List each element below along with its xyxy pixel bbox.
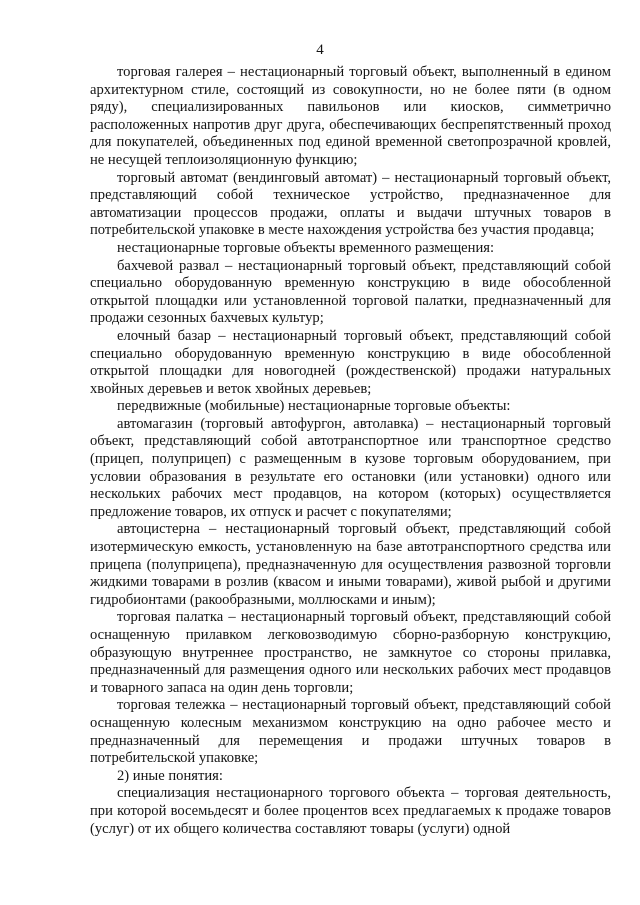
paragraph-torgovaya-telezhka: торговая тележка – нестационарный торговый объект, представляющий собой оснащенную колесным механизмом конструкцию на одно рабочее место и предназначенный для перемещения и продажи штучных товаров в потребительской упаковке; [90, 697, 611, 767]
paragraph-inye-ponyatiya-heading: 2) иные понятия: [117, 767, 223, 784]
paragraph-spetsializatsiya: специализация нестационарного торгового объекта – торговая деятельность, при которой восемьдесят и более процентов всех предлагаемых к продаже товаров (услуг) от их общего количества составляют товары (услуги) одной [90, 785, 611, 837]
paragraph-avtomagazin: автомагазин (торговый автофургон, автолавка) – нестационарный торговый объект, представляющий собой автотранспортное или транспортное средство (прицеп, полуприцеп) с размещенным в кузове торговым оборудованием, при условии образования в результате его остановки (или установки) одного или нескольких рабочих мест продавцов, на котором (которых) осуществляется предложение товаров, их отпуск и расчет с покупателями; [90, 415, 611, 520]
paragraph-avtotsisterna: автоцистерна – нестационарный торговый объект, представляющий собой изотермическую емкость, установленную на базе автотранспортного средства или прицепа (полуприцепа), предназначенную для осуществления развозной торговли жидкими товарами в розлив (квасом и иными товарами), живой рыбой и другими гидробионтами (ракообразными, моллюсками и иным); [90, 521, 611, 608]
paragraph-bakhchevoi-razval: бахчевой развал – нестационарный торговый объект, представляющий собой специально оборудованную временную конструкцию в виде обособленной открытой площадки или установленной торговой палатки, предназначенный для продажи сезонных бахчевых культур; [90, 257, 611, 327]
paragraph-vremennoe-razmeshchenie-heading: нестационарные торговые объекты временного размещения: [117, 239, 495, 256]
paragraph-peredvizhnye-heading: передвижные (мобильные) нестационарные торговые объекты: [117, 398, 511, 415]
paragraph-torgovaya-galereya: торговая галерея – нестационарный торговый объект, выполненный в едином архитектурном стиле, состоящий из совокупности, но не более пяти (в одном ряду), специализированных павильонов или киосков, симметрично расположенных напротив друг друга, обеспечивающих беспрепятственный проход для покупателей, объединенных под единой временной светопрозрачной кровлей, не несущей теплоизоляционную функцию; [90, 64, 611, 168]
paragraph-torgovaya-palatka: торговая палатка – нестационарный торговый объект, представляющий собой оснащенную прилавком легковозводимую сборно-разборную конструкцию, образующую внутреннее пространство, не замкнутое со стороны прилавка, предназначенный для размещения одного или нескольких рабочих мест продавцов и товарного запаса на один день торговли; [90, 609, 611, 696]
paragraph-torgovyi-avtomat: торговый автомат (вендинговый автомат) – нестационарный торговый объект, представляющий собой техническое устройство, предназначенное для автоматизации процессов продажи, оплаты и выдачи штучных товаров в потребительской упаковке в месте нахождения устройства без участия продавца; [90, 169, 611, 239]
paragraph-elochnyi-bazar: елочный базар – нестационарный торговый объект, представляющий собой специально оборудованную временную конструкцию в виде обособленной открытой площадки для новогодней (рождественской) продажи натуральных хвойных деревьев и веток хвойных деревьев; [90, 327, 611, 397]
page-number: 4 [316, 42, 324, 58]
document-body [90, 64, 611, 838]
